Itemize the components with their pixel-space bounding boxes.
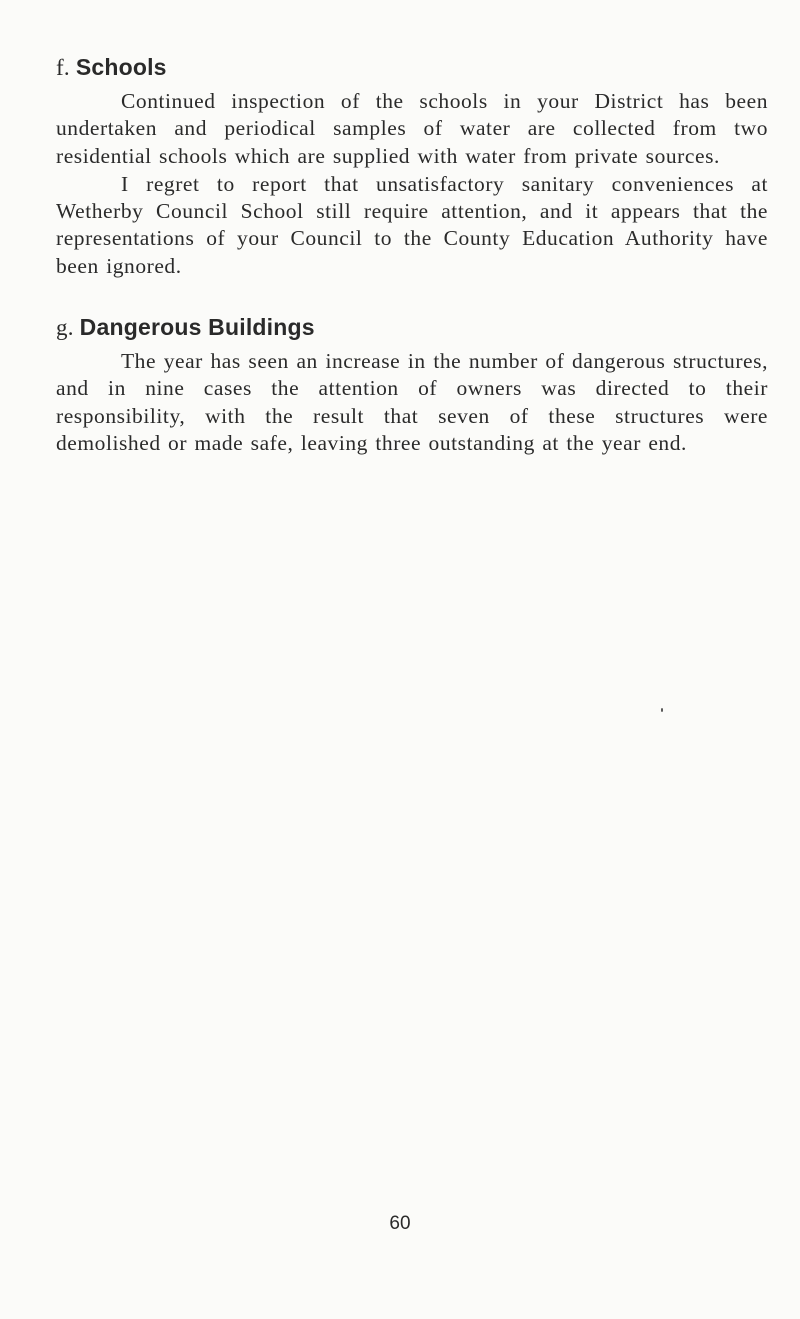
section-heading: [56, 52, 768, 83]
section-title: Schools: [75, 54, 167, 80]
section-letter: f.: [56, 55, 70, 80]
scan-speck: [661, 708, 663, 712]
section-letter: g.: [56, 315, 74, 340]
page-number: 60: [389, 1213, 411, 1234]
paragraph: The year has seen an increase in the number of dangerous structures, and in nine cases the attention of owners was directed to their responsibility, with the result that seven of these structures were demolished or made safe, leaving three outstanding at the year end.: [56, 349, 768, 455]
paragraph: I regret to report that unsatisfactory sanitary conveniences at Wetherby Council School still require attention, and it appears that the representations of your Council to the County Education Authority have been ignored.: [56, 171, 768, 278]
section-schools: [56, 52, 768, 280]
section-title: Dangerous Buildings: [79, 314, 315, 340]
paragraph: Continued inspection of the schools in your District has been undertaken and periodical samples of water are collected from two residential schools which are supplied with water from private sources.: [56, 89, 768, 168]
section-dangerous-buildings: [56, 312, 768, 457]
section-heading: [56, 312, 768, 343]
